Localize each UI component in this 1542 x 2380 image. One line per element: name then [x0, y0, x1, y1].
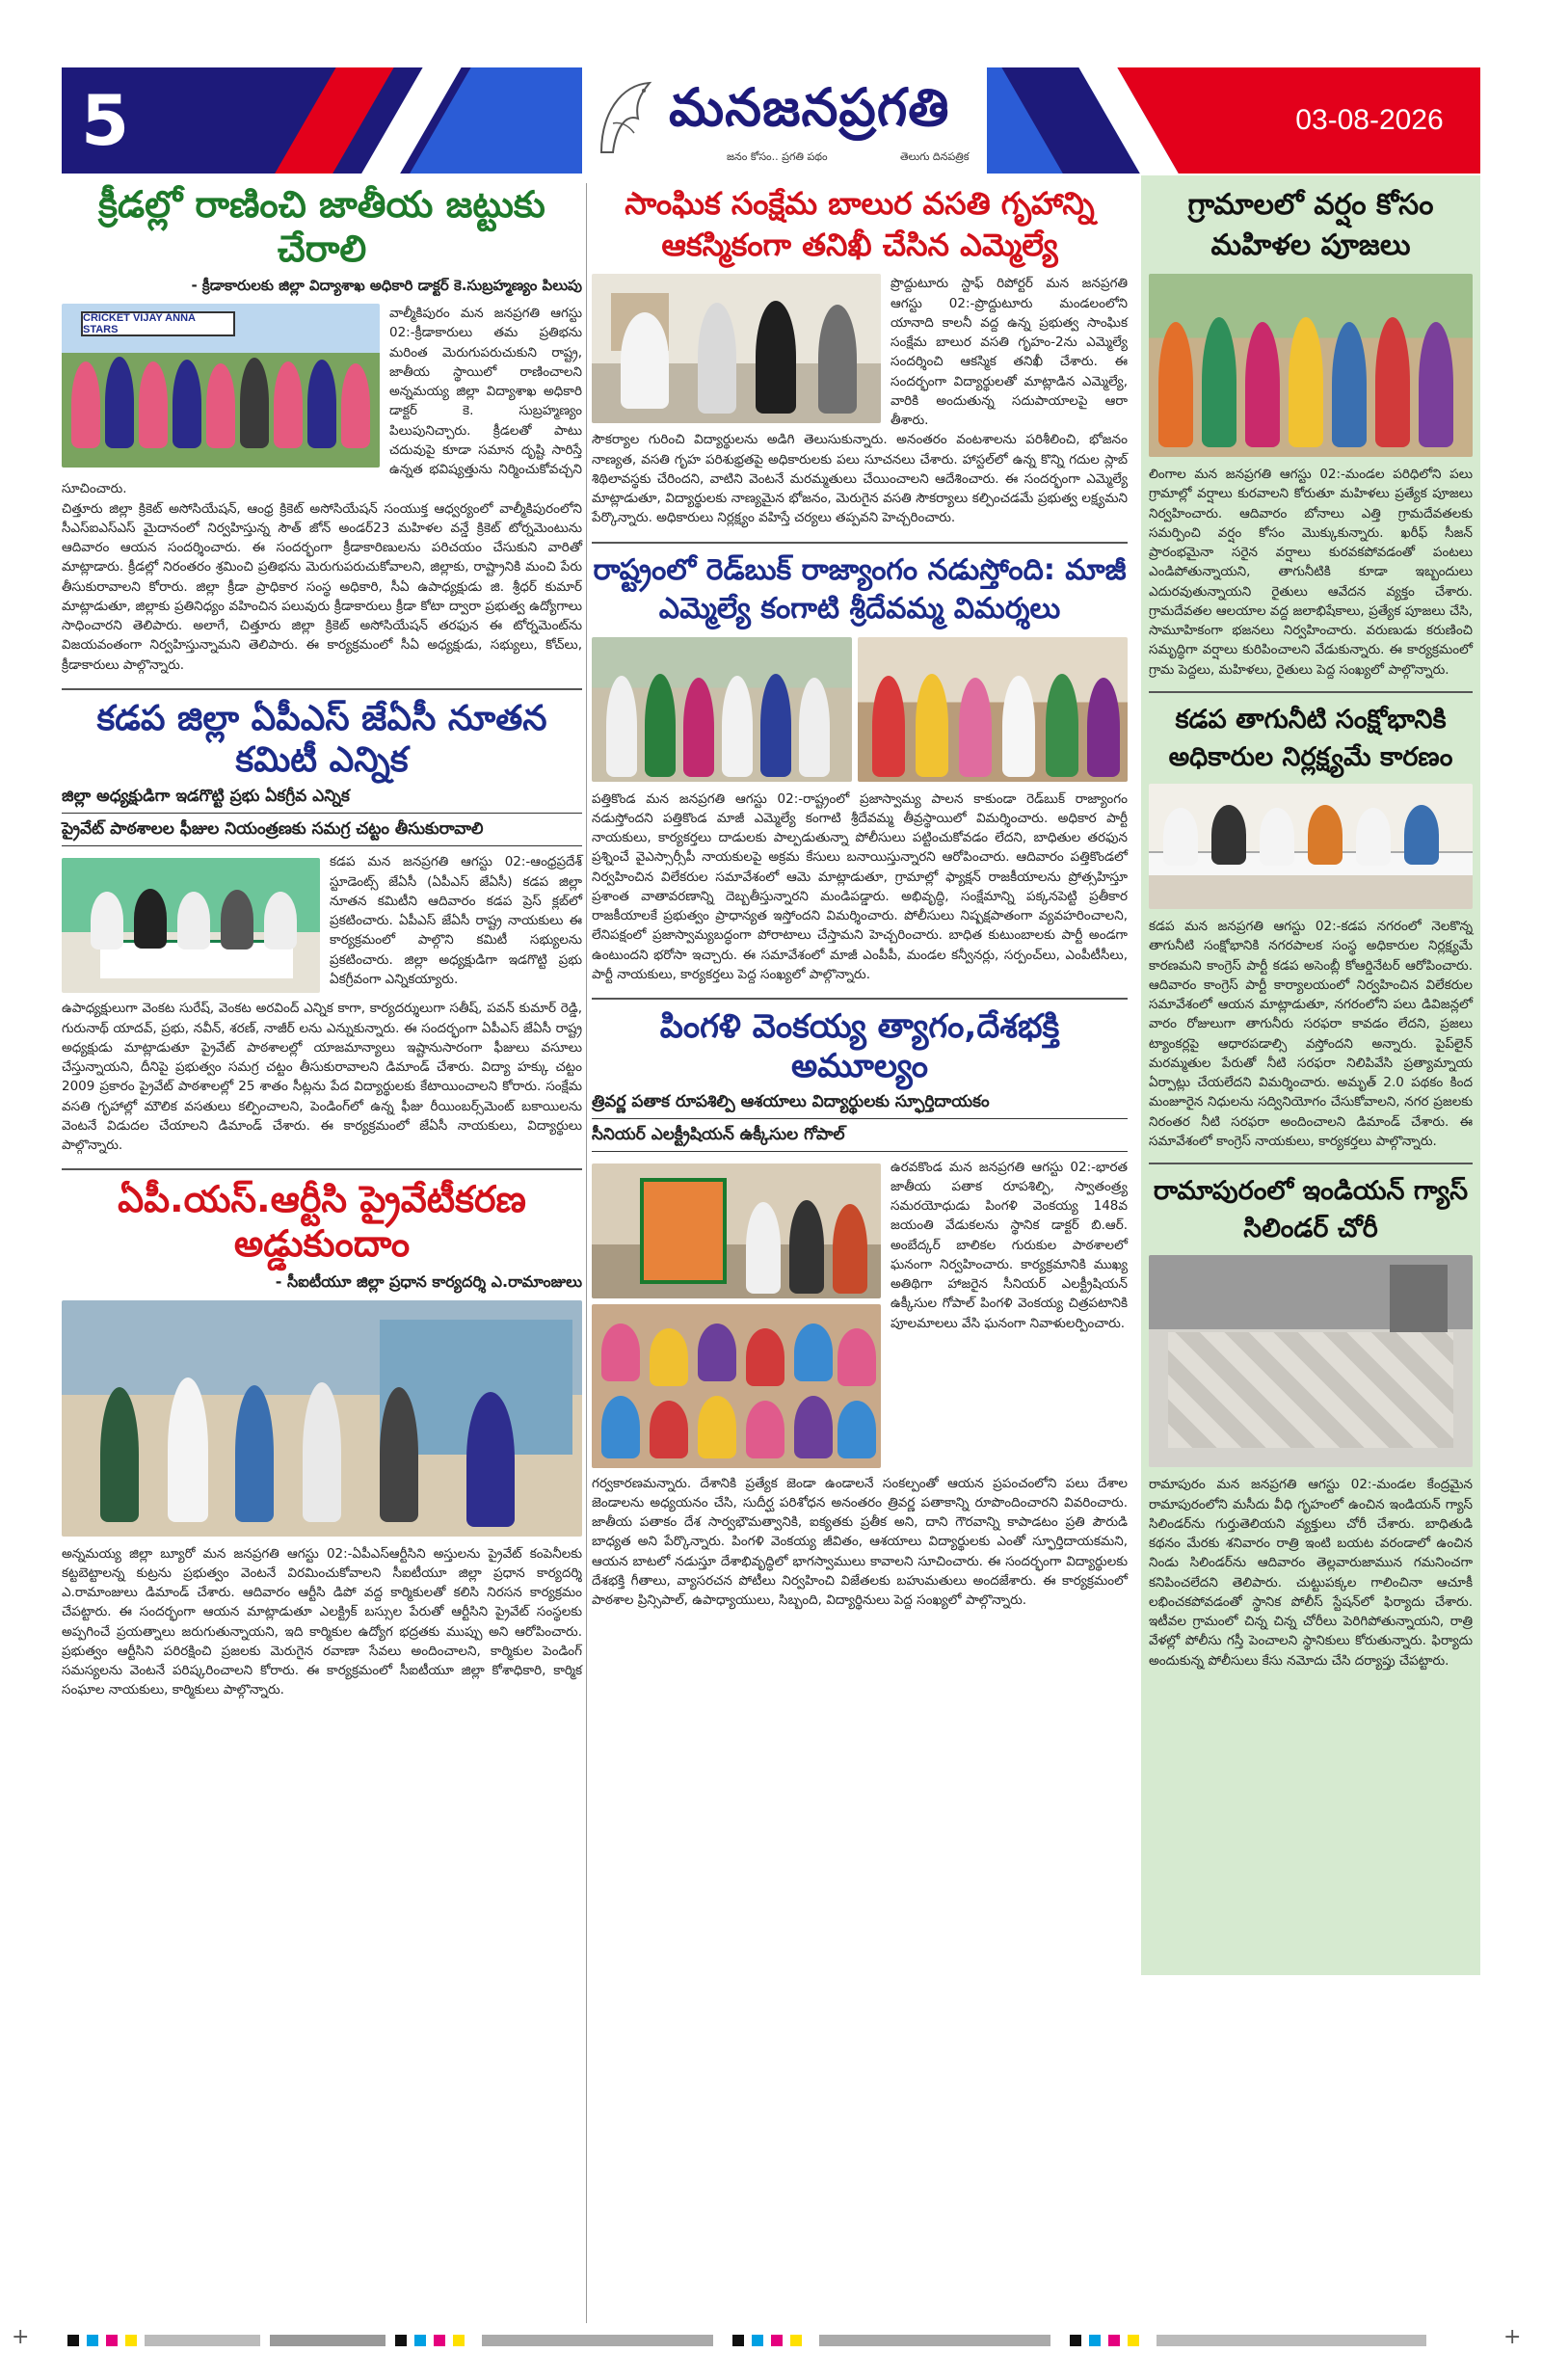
cricket-team-photo	[62, 304, 380, 468]
headline: పింగళి వెంకయ్య త్యాగం,దేశభక్తి అమూల్యం	[659, 1007, 1060, 1085]
article-rtc	[62, 1168, 582, 1699]
article-body: గర్వకారణమన్నారు. దేశానికి ప్రత్యేక జెండా ఉండాలనే సంకల్పంతో ఆయన ప్రపంచంలోని పలు దేశాల జెండాలను అధ్యయనం చేసి, సుదీర్ఘ పరిశోధన అనంతరం త్రివర్ణ పతాకాన్ని రూపొందించారని వివరించారు. జాతీయ పతాకం దేశ సార్వభౌమత్వానికి, ఐక్యతకు ప్రతీక అని, దాని గౌరవాన్ని కాపాడటం ప్రతి పౌరుడి బాధ్యత అని పేర్కొన్నారు. పింగళి వెంకయ్య జీవితం, ఆశయాలు విద్యార్థులకు ఎంతో స్ఫూర్తిదాయకమని, ఆయన బాటలో నడుస్తూ దేశాభివృద్ధిలో భాగస్వాములు కావాలని సూచించారు. ఈ సందర్భంగా విద్యార్థులకు దేశభక్తి గీతాలు, వ్యాసరచన పోటీలు నిర్వహించి విజేతలకు బహుమతులు అందజేశారు. ఈ కార్యక్రమంలో పాఠశాల ప్రిన్సిపాల్, ఉపాధ్యాయులు, సిబ్బంది, విద్యార్థినులు పెద్ద సంఖ్యలో పాల్గొన్నారు.	[592, 1475, 1128, 1609]
crop-mark-icon: +	[1503, 2325, 1522, 2349]
article-body: సౌకర్యాల గురించి విద్యార్థులను అడిగి తెలుసుకున్నారు. అనంతరం వంటశాలను పరిశీలించి, భోజనం నాణ్యత, వసతి గృహ పరిశుభ్రతపై అధికారులకు పలు సూచనలు చేశారు. హాస్టల్‌లో ఉన్న కొన్ని గదుల స్లాబ్ శిథిలావస్థకు చేరిందని, వాటిని వెంటనే మరమ్మతులు చేయించాలని ఆదేశించారు. ఈ సందర్భంగా ఎమ్మెల్యే మాట్లాడుతూ, విద్యార్థులకు నాణ్యమైన భోజనం, మెరుగైన వసతి సౌకర్యాలు కల్పించడమే ప్రభుత్వ లక్ష్యమని పేర్కొన్నారు. అధికారులు నిర్లక్ష్యం వహిస్తే చర్యలు తప్పవని హెచ్చరించారు.	[592, 432, 1128, 526]
redbook-photos	[592, 637, 1128, 782]
article-intro: కడప మన జనప్రగతి ఆగస్టు 02:-ఆంధ్రప్రదేశ్ స్టూడెంట్స్ జేఏసీ (ఏపీఎస్ జేఏసీ) కడప జిల్లా నూతన కమిటీని ఆదివారం కడప ప్రెస్ క్లబ్‌లో ప్రకటించారు. ఏపీఎస్ జేఏసీ రాష్ట్ర నాయకులు ఈ కార్యక్రమంలో పాల్గొని కమిటీ సభ్యులను ప్రకటించారు. జిల్లా అధ్యక్షుడిగా ఇడగొట్టి ప్రభు ఏకగ్రీవంగా ఎన్నికయ్యారు.	[330, 854, 582, 987]
subhead-2: సీనియర్ ఎలక్ట్రీషియన్ ఉక్కీసుల గోపాల్	[592, 1125, 1128, 1152]
subhead-1: జిల్లా అధ్యక్షుడిగా ఇడగొట్టి ప్రభు ఏకగ్రీవ ఎన్నిక	[62, 787, 582, 814]
article-intro: ఉరవకొండ మన జనప్రగతి ఆగస్టు 02:-భారత జాతీయ పతాక రూపశిల్పి, స్వాతంత్ర్య సమరయోధుడు పింగళి వెంకయ్య 148వ జయంతి వేడుకలను స్థానిక డాక్టర్ బి.ఆర్. అంబేద్కర్ బాలికల గురుకుల పాఠశాలలో ఘనంగా నిర్వహించారు. కార్యక్రమానికి ముఖ్య అతిథిగా హాజరైన సీనియర్ ఎలక్ట్రీషియన్ ఉక్కీసుల గోపాల్ పింగళి వెంకయ్య చిత్రపటానికి పూలమాలలు వేసి ఘనంగా నివాళులర్పించారు.	[891, 1159, 1128, 1331]
tribute-photo	[592, 1163, 881, 1298]
column-2	[592, 183, 1128, 1610]
article-body: లింగాల మన జనప్రగతి ఆగస్టు 02:-మండల పరిధిలోని పలు గ్రామాల్లో వర్షాలు కురవాలని కోరుతూ మహిళలు ప్రత్యేక పూజలు నిర్వహించారు. ఆదివారం బోనాలు ఎత్తి గ్రామదేవతలకు సమర్పించి వర్షం కోసం మొక్కుకున్నారు. ఖరీఫ్ సీజన్ ప్రారంభమైనా సరైన వర్షాలు కురవకపోవడంతో పంటలు ఎండిపోతున్నాయని, తాగునీటికి కూడా ఇబ్బందులు ఎదురవుతున్నాయని రైతులు ఆవేదన వ్యక్తం చేశారు. గ్రామదేవతల ఆలయాల వద్ద జలాభిషేకాలు, ప్రత్యేక పూజలు చేసి, సామూహికంగా భజనలు నిర్వహించారు. వరుణుడు కరుణించి సమృద్ధిగా వర్షాలు కురిపించాలని వేడుకున్నారు. ఈ కార్యక్రమంలో గ్రామ పెద్దలు, మహిళలు, రైతులు పెద్ద సంఖ్యలో పాల్గొన్నారు.	[1149, 467, 1473, 678]
headline: రాష్ట్రంలో రెడ్‌బుక్ రాజ్యాంగం నడుస్తోంది: మాజీ ఎమ్మెల్యే కంగాటి శ్రీదేవమ్మ విమర్శలు	[593, 552, 1127, 627]
column-divider	[586, 183, 587, 2323]
article-body: కడప మన జనప్రగతి ఆగస్టు 02:-కడప నగరంలో నెలకొన్న తాగునీటి సంక్షోభానికి నగరపాలక సంస్థ అధికారుల నిర్లక్ష్యమే కారణమని కాంగ్రెస్ పార్టీ కడప అసెంబ్లీ కోఆర్డినేటర్ ఆరోపించారు. ఆదివారం కాంగ్రెస్ పార్టీ కార్యాలయంలో నిర్వహించిన విలేకరుల సమావేశంలో ఆయన మాట్లాడుతూ, నగరంలోని పలు డివిజన్లలో వారం రోజులుగా తాగునీరు సరఫరా కావడం లేదని, ప్రజలు ట్యాంకర్లపై ఆధారపడాల్సి వస్తోందని అన్నారు. పైప్‌లైన్ మరమ్మతుల పేరుతో నీటి సరఫరా నిలిపివేసి ప్రత్యామ్నాయ ఏర్పాట్లు చేయలేదని విమర్శించారు. అమృత్ 2.0 పథకం కింద మంజూరైన నిధులను సద్వినియోగం చేసుకోవాలని, నగర ప్రజలకు నిరంతర నీటి సరఫరా అందించాలని డిమాండ్ చేశారు. ఈ సమావేశంలో కాంగ్రెస్ నాయకులు, కార్యకర్తలు పాల్గొన్నారు.	[1149, 919, 1473, 1149]
article-sports	[62, 183, 582, 675]
print-registration-bar	[39, 2331, 1503, 2350]
headline: సాంఘిక సంక్షేమ బాలుర వసతి గృహాన్ని ఆకస్మికంగా తనిఖీ చేసిన ఎమ్మెల్యే	[625, 185, 1095, 264]
article-hostel-inspection	[592, 183, 1128, 528]
article-body: ఉపాధ్యక్షులుగా వెంకట సురేష్, వెంకట అరవింద్ ఎన్నిక కాగా, కార్యదర్శులుగా సతీష్, పవన్ కుమార్ రెడ్డి, గురునాథ్ యాదవ్, ప్రభు, నవీన్, శరణ్, నాజీర్ లను ఎన్నుకున్నారు. ఈ సందర్భంగా ఏపీఎస్ జేఏసీ రాష్ట్ర అధ్యక్షుడు మాట్లాడుతూ ప్రైవేట్ పాఠశాలల్లో యాజమాన్యాలు ఇష్టానుసారంగా ఫీజులు వసూలు చేస్తున్నాయని, దీనిపై ప్రభుత్వం సమగ్ర చట్టం తీసుకురావాలని డిమాండ్ చేశారు. విద్యా హక్కు చట్టం 2009 ప్రకారం ప్రైవేట్ పాఠశాలల్లో 25 శాతం సీట్లను పేద విద్యార్థులకు కేటాయించాలని కోరారు. సంక్షేమ వసతి గృహాల్లో మౌలిక వసతులు కల్పించాలని, పెండింగ్‌లో ఉన్న ఫీజు రీయింబర్స్‌మెంట్ బకాయిలను వెంటనే విడుదల చేయాలని డిమాండ్ చేశారు. ఈ కార్యక్రమంలో జేఏసీ నాయకులు, విద్యార్థులు పాల్గొన్నారు.	[62, 1001, 582, 1154]
headline: క్రీడల్లో రాణించి జాతీయ జట్టుకు చేరాలి	[98, 183, 545, 270]
women-procession-photo	[1149, 274, 1473, 457]
headline: కడప జిల్లా ఏపీఎస్ జేఏసీ నూతన కమిటీ ఎన్నిక	[96, 698, 547, 781]
article-apsjac	[62, 688, 582, 1155]
subhead-2: ప్రైవేట్ పాఠశాలల ఫీజుల నియంత్రణకు సమగ్ర చట్టం తీసుకురావాలి	[62, 819, 582, 846]
tagline-right: తెలుగు దినపత్రిక	[900, 150, 970, 163]
hostel-inspection-photo	[592, 274, 881, 423]
column-3-sidebar	[1141, 175, 1480, 1975]
article-rain-prayers	[1149, 185, 1473, 680]
article-intro: వాల్మీకిపురం మన జనప్రగతి ఆగస్టు 02:-క్రీడాకారులు తమ ప్రతిభను మరింత మెరుగుపరుచుకుని రాష్ట్ర, జాతీయ స్థాయిలో రాణించాలని అన్నమయ్య జిల్లా విద్యాశాఖ అధికారి డాక్టర్ కె. సుబ్రహ్మణ్యం పిలుపునిచ్చారు. క్రీడలతో పాటు చదువుపై కూడా సమాన దృష్టి సారిస్తే ఉన్నత భవిష్యత్తును నిర్మించుకోవచ్చని సూచించారు.	[62, 306, 582, 497]
tagline-left: జనం కోసం.. ప్రగతి పథం	[727, 150, 828, 163]
paper-logo	[582, 67, 987, 174]
article-pingali	[592, 998, 1128, 1610]
meeting-photo	[858, 637, 1128, 782]
students-photo	[592, 1304, 881, 1468]
article-body: చిత్తూరు జిల్లా క్రికెట్ అసోసియేషన్, ఆంధ్ర క్రికెట్ అసోసియేషన్ సంయుక్త ఆధ్వర్యంలో వాల్మీకిపురంలోని సీఎస్ఐఎస్‌ఎస్ మైదానంలో నిర్వహిస్తున్న సౌత్ జోన్ అండర్23 మహిళల వన్డే క్రికెట్ టోర్నమెంటును ఆదివారం ఆయన సందర్శించారు. ఈ సందర్భంగా క్రీడాకారిణులను పరిచయం చేసుకుని వారితో మాట్లాడారు. క్రీడల్లో నిరంతరం శ్రమించి ప్రతిభను మెరుగుపరుచుకోవాలని, జిల్లాకు, రాష్ట్రానికి మంచి పేరు తీసుకురావాలని కోరారు. జిల్లా క్రీడా ప్రాధికార సంస్థ అధికారి, సీఏ ఉపాధ్యక్షుడు జి. శ్రీధర్ కుమార్ మాట్లాడుతూ, జిల్లాకు ప్రతినిధ్యం వహించిన పలువురు క్రీడాకారులు క్రీడా కోటా ద్వారా ప్రభుత్వ ఉద్యోగాలు సాధించారని తెలిపారు. అలాగే, చిత్తూరు జిల్లా క్రికెట్ అసోసియేషన్ తరఫున ఈ టోర్నమెంట్‌ను విజయవంతంగా నిర్వహిస్తున్నామని తెలిపారు. ఈ కార్యక్రమంలో సీఏ అధ్యక్షుడు, సభ్యులు, కోచ్‌లు, క్రీడాకారులు పాల్గొన్నారు.	[62, 500, 582, 673]
headline: కడప తాగునీటి సంక్షోభానికి అధికారుల నిర్లక్ష్యమే కారణం	[1168, 704, 1453, 772]
subhead: - క్రీడాకారులకు జిల్లా విద్యాశాఖ అధికారి డాక్టర్ కె.సుబ్రహ్మణ్యం పిలుపు	[191, 277, 582, 295]
press-meet-photo	[62, 858, 320, 993]
article-redbook	[592, 542, 1128, 985]
article-intro: ప్రొద్దుటూరు స్టాఫ్ రిపోర్టర్ మన జనప్రగతి ఆగస్టు 02:-ప్రొద్దుటూరు మండలంలోని యానాది కాలనీ వద్ద ఉన్న ప్రభుత్వ సాంఘిక సంక్షేమ బాలుర వసతి గృహం-2ను ఎమ్మెల్యే సందర్శించి ఆకస్మిక తనిఖీ చేశారు. ఈ సందర్భంగా విద్యార్థులతో మాట్లాడిన ఎమ్మెల్యే, వారికి అందుతున్న సదుపాయాలపై ఆరా తీశారు.	[891, 276, 1128, 429]
rally-photo	[592, 637, 852, 782]
rtc-protest-photo	[62, 1300, 582, 1537]
column-1	[62, 183, 582, 1700]
masthead-left-stripes	[148, 67, 630, 174]
banner: CRICKET VIJAY ANNA STARS	[81, 311, 235, 336]
article-body: పత్తికొండ మన జనప్రగతి ఆగస్టు 02:-రాష్ట్రంలో ప్రజాస్వామ్య పాలన కాకుండా రెడ్‌బుక్ రాజ్యాంగం నడుస్తోందని పత్తికొండ మాజీ ఎమ్మెల్యే కంగాటి శ్రీదేవమ్మ తీవ్రస్థాయిలో విమర్శించారు. అధికార పార్టీ నాయకులు, కార్యకర్తలు దాడులకు పాల్పడుతున్నా పోలీసులు పట్టించుకోవడం లేదని, బాధితుల తరఫున ప్రశ్నించే వైఎస్సార్సీపీ నాయకులపై అక్రమ కేసులు బనాయిస్తున్నారని ఆరోపించారు. ఆదివారం పత్తికొండలో నిర్వహించిన విలేకరుల సమావేశంలో ఆమె మాట్లాడుతూ, గ్రామాల్లో ఫ్యాక్షన్ రాజకీయాలను ప్రోత్సహిస్తూ ప్రశాంత వాతావరణాన్ని దెబ్బతీస్తున్నారని మండిపడ్డారు. అభివృద్ధి, సంక్షేమాన్ని పక్కనపెట్టి ప్రతీకార రాజకీయాలకే ప్రభుత్వం ప్రాధాన్యత ఇస్తోందని విమర్శించారు. పోలీసులు నిష్పక్షపాతంగా వ్యవహరించాలని, లేనిపక్షంలో ప్రజాస్వామ్యబద్ధంగా పోరాటాలు చేస్తామని హెచ్చరించారు. బాధిత కుటుంబాలకు పార్టీ అండగా ఉంటుందని భరోసా ఇచ్చారు. ఈ సమావేశంలో మాజీ ఎంపీపీ, మండల కన్వీనర్లు, సర్పంచ్‌లు, ఎంపీటీసీలు, పార్టీ నాయకులు, కార్యకర్తలు పెద్ద సంఖ్యలో పాల్గొన్నారు.	[592, 790, 1128, 982]
article-water-crisis	[1149, 691, 1473, 1151]
subhead: - సీఐటీయూ జిల్లా ప్రధాన కార్యదర్శి ఎ.రామాంజులు	[275, 1271, 582, 1291]
crop-mark-icon: +	[12, 2325, 30, 2349]
article-body: రామాపురం మన జనప్రగతి ఆగస్టు 02:-మండల కేంద్రమైన రామాపురంలోని మసీదు వీధి గృహంలో ఉంచిన ఇండియన్ గ్యాస్ సిలిండర్‌ను గుర్తుతెలియని వ్యక్తులు చోరీ చేశారు. బాధితుడి కథనం మేరకు శనివారం రాత్రి ఇంటి బయట వరండాలో ఉంచిన నిండు సిలిండర్‌ను ఆదివారం తెల్లవారుజామున గమనించగా కనిపించలేదని తెలిపారు. చుట్టుపక్కల గాలించినా ఆచూకీ లభించకపోవడంతో స్థానిక పోలీస్ స్టేషన్‌లో ఫిర్యాదు చేశారు. ఇటీవల గ్రామంలో చిన్న చిన్న చోరీలు పెరిగిపోతున్నాయని, రాత్రి వేళల్లో పోలీసు గస్తీ పెంచాలని స్థానికులు కోరుతున్నారు. ఫిర్యాదు అందుకున్న పోలీసులు కేసు నమోదు చేసి దర్యాప్తు చేపట్టారు.	[1149, 1477, 1473, 1669]
congress-press-photo	[1149, 784, 1473, 909]
masthead	[62, 67, 1480, 174]
headline: గ్రామాలలో వర్షం కోసం మహిళల పూజలు	[1187, 188, 1434, 262]
issue-date: 03-08-2026	[1259, 85, 1480, 156]
article-body: అన్నమయ్య జిల్లా బ్యూరో మన జనప్రగతి ఆగస్టు 02:-ఏపీఎస్ఆర్టీసిని అస్తులను ప్రైవేట్ కంపెనీలకు కట్టబెట్టాలన్న కుట్రను ప్రభుత్వం వెంటనే విరమించుకోవాలని సీఐటీయూ జిల్లా ప్రధాన కార్యదర్శి ఎ.రామాంజులు డిమాండ్ చేశారు. ఆదివారం ఆర్టీసి డిపో వద్ద కార్మికులతో కలిసి నిరసన కార్యక్రమం చేపట్టారు. ఈ సందర్భంగా ఆయన మాట్లాడుతూ ఎలక్ట్రిక్ బస్సుల పేరుతో ఆర్టీసిని ప్రైవేట్ సంస్థలకు అప్పగించే ప్రయత్నాలు జరుగుతున్నాయని, ఇది కార్మికుల ఉద్యోగ భద్రతకు ముప్పు అని ఆరోపించారు. ప్రభుత్వం ఆర్టీసిని పరిరక్షించి ప్రజలకు మెరుగైన రవాణా సేవలు అందించాలని, కార్మికుల పెండింగ్ సమస్యలను వెంటనే పరిష్కరించాలని కోరారు. ఈ కార్యక్రమంలో సీఐటీయూ జిల్లా కోశాధికారి, కార్మిక సంఘాల నాయకులు, కార్మికులు పాల్గొన్నారు.	[62, 1545, 582, 1698]
logo-dove-icon	[592, 75, 659, 166]
headline: రామాపురంలో ఇండియన్ గ్యాస్ సిలిండర్ చోరీ	[1153, 1176, 1469, 1244]
pingali-photos	[592, 1163, 881, 1468]
page-number: 5	[62, 67, 148, 174]
article-gas-theft	[1149, 1163, 1473, 1671]
paper-name: మనజనప్రగతి	[669, 77, 950, 138]
headline: ఏపీ.యస్.ఆర్టీసి ప్రైవేటీకరణ అడ్డుకుందాం	[118, 1178, 526, 1265]
verandah-photo	[1149, 1255, 1473, 1467]
subhead-1: త్రివర్ణ పతాక రూపశిల్పి ఆశయాలు విద్యార్థులకు స్ఫూర్తిదాయకం	[592, 1092, 1128, 1119]
